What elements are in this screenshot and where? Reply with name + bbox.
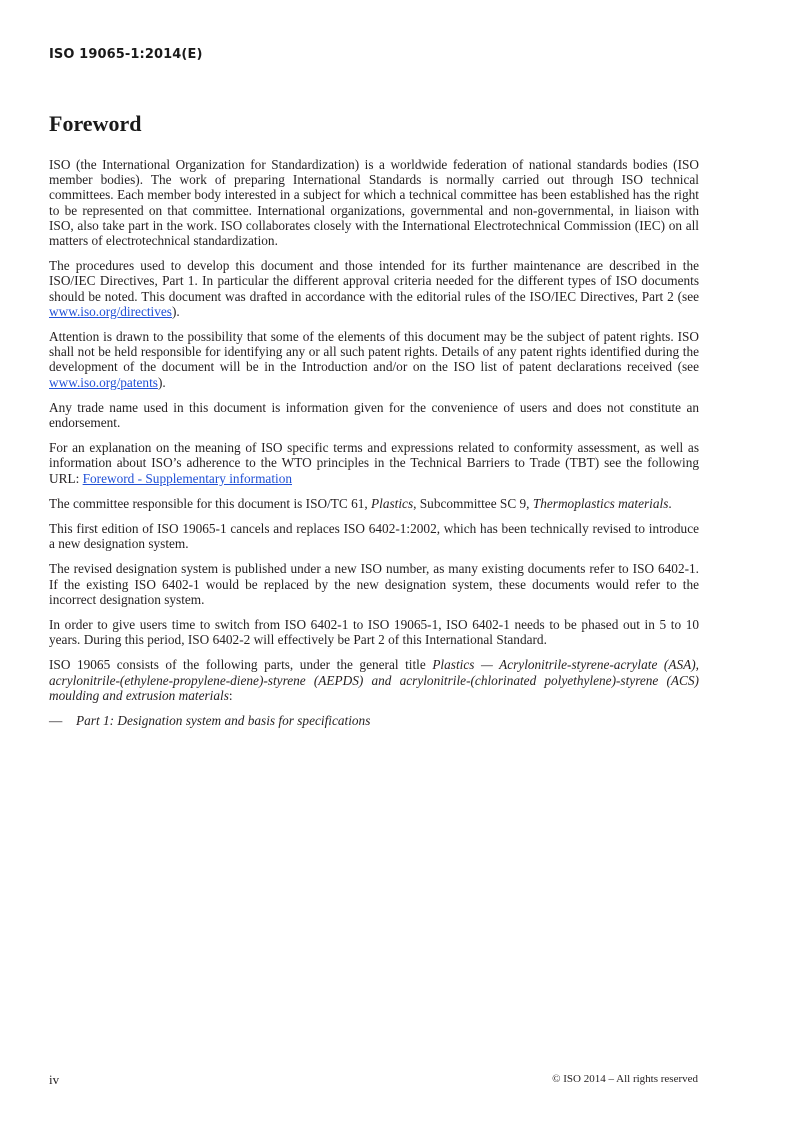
page-number: iv (49, 1072, 60, 1087)
parts-text-a: ISO 19065 consists of the following parts, under the general title (49, 657, 433, 673)
paragraph-transition: In order to give users time to switch from ISO 6402-1 to ISO 19065-1, ISO 6402-1 needs to be phased out in 5 to 10 years. During this period, ISO 6402-2 will effectively be Part 2 of this International Standard. (49, 617, 699, 648)
parts-text-c: : (228, 687, 233, 703)
paragraph-procedures-text: The procedures used to develop this document and those intended for its further maintenance are described in the ISO/IEC Directives, Part 1. In particular the different approval criteria needed for the different types of ISO documents should be noted. This document was drafted in accordance with the editorial rules of the ISO/IEC Directives, Part 2 (see (49, 258, 699, 304)
paragraph-first-edition: This first edition of ISO 19065-1 cancels and replaces ISO 6402-1:2002, which has been technically revised to introduce a new designation system. (49, 521, 699, 552)
list-item-text: Part 1: Designation system and basis for specifications (76, 713, 371, 729)
document-identifier: ISO 19065-1:2014(E) (49, 47, 203, 62)
parts-general-title: Plastics — Acrylonitrile-styrene-acrylate (ASA), acrylonitrile-(ethylene-propylene-diene)-styrene (AEPDS) and acrylonitrile-(chlorinated polyethylene)-styrene (ACS) moulding and extrusion materials (49, 657, 699, 703)
foreword-body (49, 157, 699, 728)
paragraph-revised-system: The revised designation system is published under a new ISO number, as many existing documents refer to ISO 6402-1. If the existing ISO 6402-1 would be replaced by the new designation system, these documents would refer to the incorrect designation system. (49, 561, 699, 607)
paragraph-patents-end: ). (157, 374, 166, 390)
paragraph-committee (49, 496, 699, 511)
page-title: Foreword (49, 111, 142, 136)
paragraph-procedures-end: ). (171, 303, 180, 319)
copyright-notice: © ISO 2014 – All rights reserved (552, 1073, 698, 1085)
paragraph-conformity-text: For an explanation on the meaning of ISO specific terms and expressions related to conformity assessment, as well as information about ISO’s adherence to the WTO principles in the Technical Barriers to Trade (TBT) see the following URL: (49, 440, 699, 486)
paragraph-conformity (49, 440, 699, 486)
committee-text-a: The committee responsible for this document is ISO/TC 61, (49, 495, 372, 511)
committee-text-c: , Subcommittee SC 9, (413, 495, 533, 511)
committee-thermoplastics: Thermoplastics materials (532, 495, 669, 511)
committee-plastics: Plastics (371, 495, 414, 511)
paragraph-procedures (49, 258, 699, 319)
paragraph-parts (49, 657, 699, 703)
committee-text-e: . (668, 495, 672, 511)
list-item (49, 713, 699, 728)
list-dash: — (49, 713, 63, 729)
paragraph-trade-name: Any trade name used in this document is information given for the convenience of users and does not constitute an endorsement. (49, 399, 699, 431)
directives-link[interactable]: www.iso.org/directives (49, 303, 172, 319)
supplementary-info-link[interactable]: Foreword - Supplementary information (82, 470, 293, 486)
paragraph-patents-text: Attention is drawn to the possibility that some of the elements of this document may be the subject of patent rights. ISO shall not be held responsible for identifying any or all such patent rights. Details of any patent rights identified during the development of the document will be in the Introduction and/or on the ISO list of patent declarations received (see (49, 329, 699, 375)
paragraph-patents (49, 329, 699, 390)
patents-link[interactable]: www.iso.org/patents (49, 374, 158, 390)
paragraph-iso-intro: ISO (the International Organization for Standardization) is a worldwide federation of national standards bodies (ISO member bodies). The work of preparing International Standards is normally carried out through ISO technical committees. Each member body interested in a subject for which a technical committee has been established has the right to be represented on that committee. International organizations, governmental and non-governmental, in liaison with ISO, also take part in the work. ISO collaborates closely with the International Electrotechnical Commission (IEC) on all matters of electrotechnical standardization. (49, 157, 699, 249)
